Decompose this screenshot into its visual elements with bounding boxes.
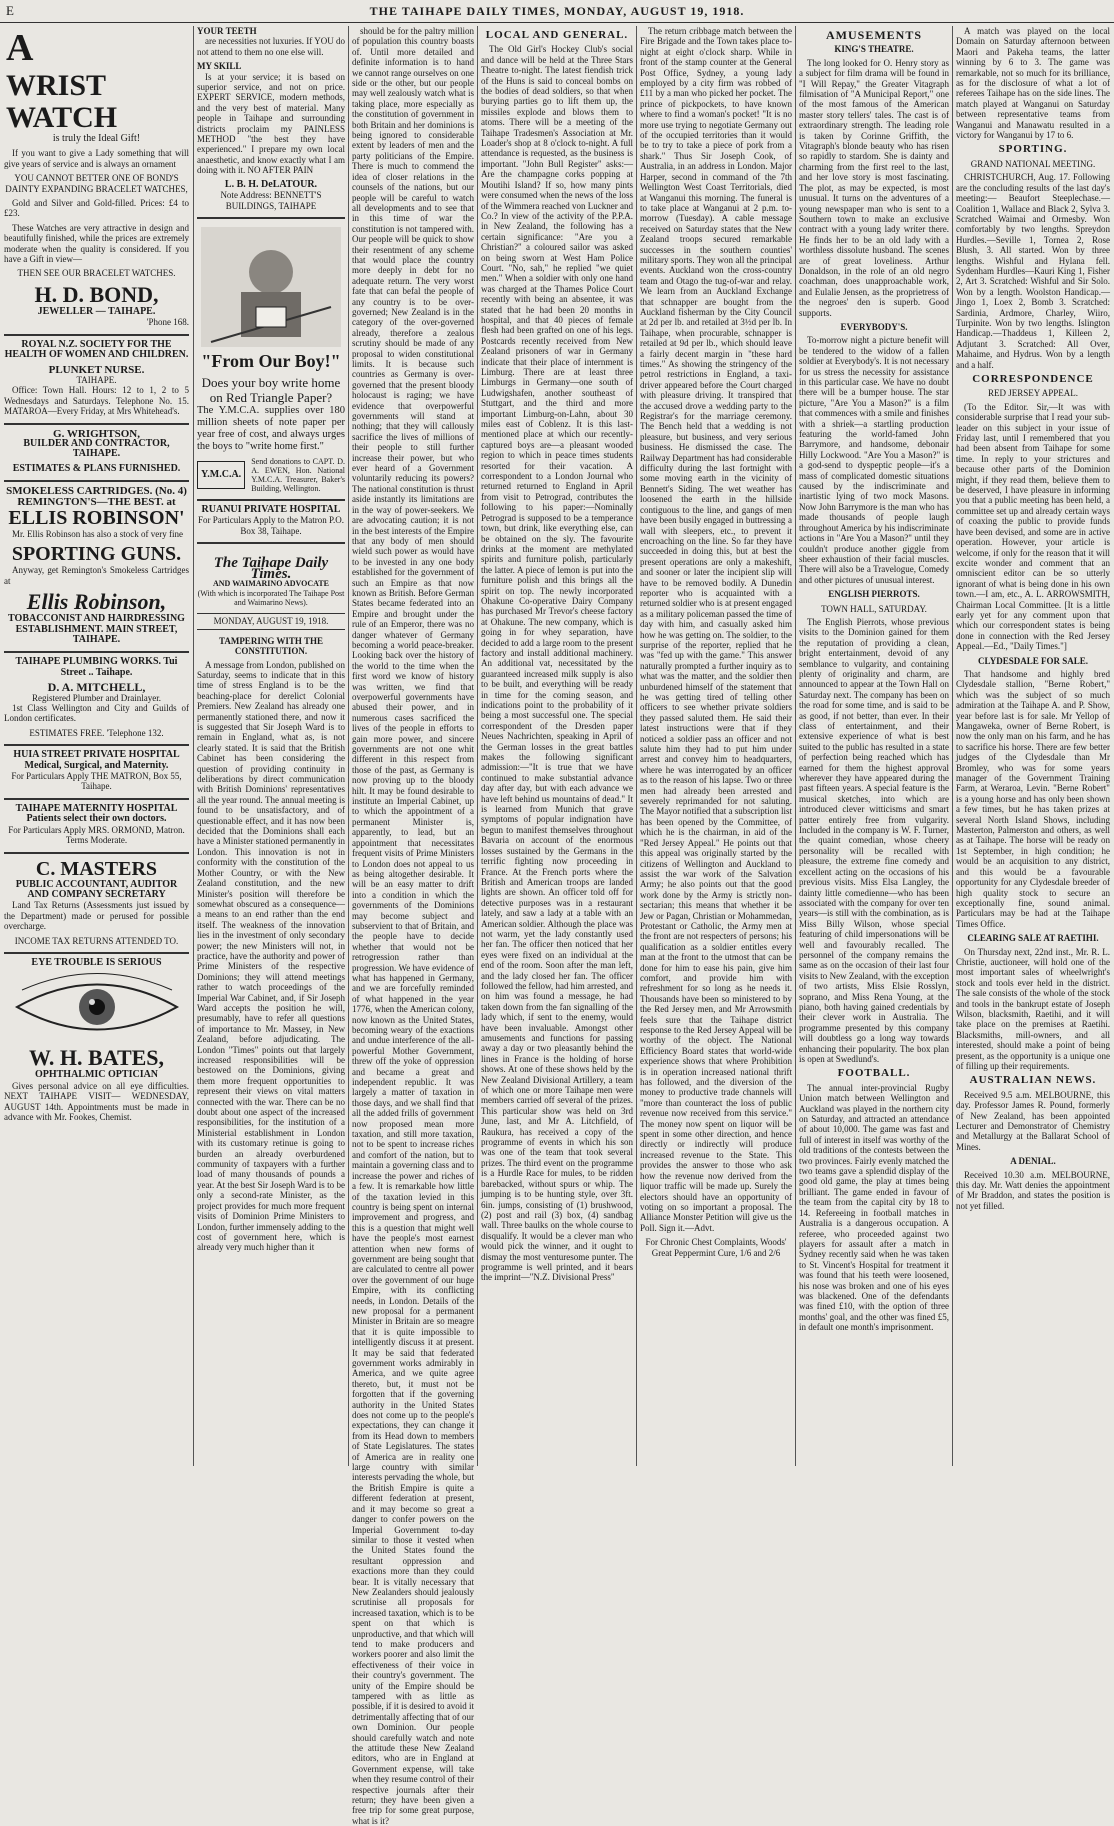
watch-ad-sub: is truly the Ideal Gift! bbox=[52, 133, 141, 144]
dentist-name: L. B. H. DeLATOUR. bbox=[224, 178, 318, 190]
skill-para: Is at your service; it is based on superior service, and not on price. EXPERT SERVICE, modern methods, and the very best of material. Many people in Taihape and surrounding districts proclaim my PAINLESS METHOD "the best they have experienced." I prepare my own local anaesthetic, and know exactly what I am doing with it. NO AFTER PAIN bbox=[197, 71, 345, 176]
column-editorial-continued bbox=[352, 26, 474, 1826]
masters-income: INCOME TAX RETURNS ATTENDED TO. bbox=[14, 935, 179, 946]
ymca-send: Send donations to CAPT. D. A. EWEN, Hon. National Y.M.C.A. Treasurer, Baker's Building, Wellington. bbox=[251, 456, 345, 493]
bates-para: Gives personal advice on all eye difficulties. NEXT TAIHAPE VISIT— WEDNESDAY, AUGUST 14th. Appointments must be made in advance with Mr. Fookes, Chemist. bbox=[4, 1080, 189, 1122]
column-rule bbox=[477, 26, 478, 1466]
plunket-town: TAIHAPE. bbox=[76, 374, 117, 385]
column-advertisements bbox=[4, 26, 189, 1466]
ellis-robinson-2: Ellis Robinson, bbox=[26, 589, 167, 615]
masters-para: Land Tax Returns (Assessments just issued by the Department) made or perused for possible overcharge. bbox=[4, 900, 189, 932]
column-rule bbox=[348, 26, 349, 1466]
ellis-robinson-line: TOBACCONIST AND HAIRDRESSING ESTABLISHMENT. MAIN STREET, TAIHAPE. bbox=[8, 613, 185, 645]
everybodys-heading: EVERYBODY'S. bbox=[840, 321, 908, 332]
huia-heading: HUIA STREET PRIVATE HOSPITAL Medical, Surgical, and Maternity. bbox=[13, 749, 180, 771]
mitchell-estimates: ESTIMATES FREE. 'Telephone 132. bbox=[29, 727, 164, 738]
kings-para: The long looked for O. Henry story as a subject for film drama will be found in "I Will Repay," the Greater Vitagraph filmisation of "A Municipal Report," one of the most famous of the American master story tellers' tales. The cast is of extraordinary strength. The leading role is taken by Corinne Griffith, the Vitagraph's blonde beauty who has risen so rapidly to stardom. She is dainty and charming from the first reel to the last, and her love story is most fascinating. The plot, as may be expected, is most unusual. It turns on the adventures of a young newspaper man who is sent to a Southern town to make an exclusive contract with a young lady writer there. He finds her to be an old lady with a worthless dissolute husband. The scenes are of great loveliness. Arthur Donaldson, in the role of an old negro coachman, does unapproachable work, and Eulalie Jensen, as the proprietress of the negroes' den is superb. Good supports. bbox=[799, 57, 949, 318]
correspondence-sub: RED JERSEY APPEAL. bbox=[988, 388, 1078, 399]
leader-para: A message from London, published on Saturday, seems to indicate that in this time of stress England is to be the beaching-place for derelict Colonial Premiers. New Zealand has already one permanently stationed there, and now it is suggested that Sir Joseph Ward is to remain in England, what as, is not clearly stated. It is said that the British Cabinet has been considering the question of providing continuity in deliberations by direct communication with British Dominions' representatives all the year round. The annual meeting is found to be unsatisfactory, and of questionable effect, and it has now been decided that the Dominions shall each have a Minister stationed permanently in London. This innovation is not in conformity with the constitution of the Mother Country, or with the New Zealand constitution, and the new Minister's position will therefore be somewhat obscured as a consequence—a means to an end rather than the end itself. The weakness of the innovation lies in the investment of only secondary power; the new Ministers will not, in practice, have the authority and power of Prime Ministers of the respective Dominions; they will attend meetings rather to watch proceedings of the Imperial War Cabinet, and, if Sir Joseph Ward accepts the position he will, presumably, have to refer all questions of importance to Mr. Massey, in New Zealand, before adjudicating. The London "Times" points out that largely increased responsibilities will be bestowed on the Dominions, giving them more frequent opportunities to represent their views on vital matters connected with the war. There can be no doubt about one aspect of the increased responsibilities, for the institution of a Ministerial establishment in London with its customary retinue is going to burden an already overburdened community of taxpayers with a further load of many thousands of pounds a year. At the best Sir Joseph Ward is to be only a second-rate Minister, as the project provides for much more frequent visits of Dominion Prime Ministers to London, further immensely adding to the cost of government here, which is already very much higher than it bbox=[197, 659, 345, 1253]
masters-line: PUBLIC ACCOUNTANT, AUDITOR AND COMPANY SECRETARY bbox=[15, 878, 178, 900]
australian-para: Received 9.5 a.m. MELBOURNE, this day. Professor James R. Pound, formerly of New Zealand, has been appointed Lecturer and Demonstrator of Chemistry and Metallurgy at the Ballarat School of Mines. bbox=[956, 1089, 1110, 1152]
paper-masthead-note: (With which is incorporated The Taihape Post and Waimarino News). bbox=[197, 589, 345, 608]
watch-ad-p5: THEN SEE OUR BRACELET WATCHES. bbox=[17, 268, 176, 279]
maternity-para: For Particulars Apply MRS. ORMOND, Matron. Terms Moderate. bbox=[8, 824, 185, 846]
masthead-header: THE TAIHAPE DAILY TIMES, MONDAY, AUGUST 19, 1918. bbox=[369, 4, 745, 18]
denial-para: Received 10.30 a.m. MELBOURNE, this day. Mr. Watt denies the appointment of Mr Braddon, and states the position is not yet filled. bbox=[956, 1169, 1110, 1211]
football-para: The annual inter-provincial Rugby Union match between Wellington and Auckland was played in the northern city on Saturday, and attracted an attendance of about 10,000. The game was fast and full of interest in itself was worthy of the old traditions of the contests between the two provinces. Fairly evenly matched the two teams gave a splendid display of the good old game, the play at times being brilliant. The game ended in favour of the team from the capital city by 18 to 14. Refereeing in football matches in Australia is a dangerous occupation. A referee, who proceeded against two players for assault after a match in Sydney recently said when he was taken to St. Vincent's Hospital for treatment it was found that his teeth were loosened, his nose was broken and one of his eyes was blackened. One of the defendants was fined £10, with the option of three months' goal, and the other was fined £5, in default one month's imprisonment. bbox=[799, 1082, 949, 1333]
pierrots-heading: ENGLISH PIERROTS. bbox=[828, 589, 920, 600]
ellis-robinson-1: ELLIS ROBINSON' bbox=[8, 506, 185, 529]
bond-name: H. D. BOND, bbox=[34, 281, 159, 307]
editorial-continued-text: should be for the paltry million of population this country boasts of. Until more detailed and definite information is to hand we cannot range ourselves on one side or the other, but our people may well zealously watch what is taking place, more especially as the constitution of government in both Britain and her dominions is being ignored to considerable extent by leaders of men and the party politicians of the Empire. There is much to commend the idea of closer relations in the counsels of the nations, but our people will be careful to watch all developments and to see that in this time of war the constitution is not tampered with. Our people will be quick to show their resentment of any scheme that would place the country more deeply in debt for no adequate return. The very worst fate that can befal the people of any country is to be over-governed; New Zealand is in the category of the over-governed already, therefore a zealous scrutiny should be made of any proposal to widen constitutional limits. It is because such countries as Germany is over-governed that the present bloody holocaust is raging; we have evidence that overpowerful governments will stand at nothing; that they will callously sacrifice the lives of millions of their people to still further increase their power, but who ever heard of a Government voluntarily reducing its powers? The national constitution is thrust aside instantly its limitations are in the way of power-seekers. We are advocating caution; it is not in the best interests of the Empire that any body of men should wield such power as would have to be invested in any one body established for the government of such an Empire as that now known as British. Before German States became federated into an Empire and brought under the rule of an Emperor, there was no danger whatever of Germany becoming a world peace-breaker. Looking back over the history of the world to the time when the first word we know of history was written, we find that overpowerful governments have abused their power, and in numerous cases sacrificed the lives of the people in efforts to gain more power, and sincere governments are not one whit different in this respect from those of the past, as Germany is now proving up to the bloody hilt. It may be found desirable to institute an Imperial Cabinet, up to which the appointment of a permanent Minister is, apparently, to lead, but an appointment that necessitates frequent visits of Prime Ministers to London does not appeal to us as being altogether desirable. It will be an easy matter to drift into a condition in which the governments of the Dominions may become subject and subservient to that of Britain, and the people have to decide whether that would not be retrogression rather than progression. We have evidence of what has happened in Germany, and we are forcefully reminded of what happened in the year 1776, when the American colony, now known as the United States, becoming weary of the exactions and undue interference of the all-powerful Mother Government, threw off the yoke of oppression and became a great and independent republic. It was largely a matter of taxation in those days, and we shall find that all the added frills of government now proposed mean more taxation, and still more taxation, not to be spent to increase riches and comfort of the nation, but to maintain a governing class and to increase the power and riches of a few. It is remarkable how little of the taxation levied in this country is being spent on internal improvement and progress, and this is a question that might well have the people's most earnest attention when new forms of government are being sought that are calculated to centre all power over the government of our huge Empire, with its conflicting needs, in London. Details of the new proposal for a permanent Minister in Britain are so meagre that it is quite impossible to intelligently discuss it at present. It may be said that federated government works admirably in America, and we quite agree thereto, but, it must not be forgotten that if the governing authority in the United States does not come up to the people's expectations, they can change it from its Head down to members of State Legislatures. The states of America are in reality one large country with similar interests pervading the whole, but the British Empire is quite a different federation at present, and it may become so great a danger to confer powers on the Imperial Government to-day similar to those it vested when the United States found the resultant oppression and exactions more than they could bear. It is vitally necessary that New Zealanders should jealously scrutinise all proposals for increased taxation, which is to be spent on that which is unproductive, and that which will tend to make producers and workers poorer and also limit the effectiveness of their voice in their country's government. The unity of the Empire should be tampered with as little as possible, if it is desired to avoid it detrimentally affecting that of our own Dominion. Our people should carefully watch and note the attitude these New Zealand editors, who are in England at Government expense, will take when they resume control of their respective journals after their return; they have been given a free trip for some great purpose, what is it? bbox=[352, 26, 474, 1826]
plunket-body: Office: Town Hall. Hours: 12 to 1, 2 to 5 Wednesdays and Saturdays. Telephone No. 15. MATAROA—Every Friday, at Mrs Whitehead's. bbox=[4, 385, 189, 417]
column-rule bbox=[795, 26, 796, 1466]
hockey-para: A match was played on the local Domain on Saturday afternoon between Maori and Pakeha teams, the latter winning by 6 to 3. The game was remarkable, not so much for its brilliance, as for the disclosure of what a lot of referees Taihape has on the side lines. The match played at Wanganui on Saturday between representative teams from Wanganui and Manawatu resulted in a victory for Wanganui by 17 to 6. bbox=[956, 26, 1110, 141]
eye-icon bbox=[12, 972, 182, 1042]
ymca-badge: Y.M.C.A. bbox=[197, 461, 245, 489]
column-local-general bbox=[481, 26, 633, 1466]
ruanui-para: For Particulars Apply to the Matron P.O. Box 38, Taihape. bbox=[198, 515, 344, 536]
football-heading: FOOTBALL. bbox=[837, 1067, 911, 1080]
leader-heading: TAMPERING WITH THE CONSTITUTION. bbox=[218, 635, 324, 657]
local-news-text: The return cribbage match between the Fire Brigade and the Town takes place to-night at eight o'clock sharp. While in front of the stamp counter at the General Post Office, Sydney, a young lady employed by a city firm was robbed of £11 by a man who picked her pocket. The prince of pickpockets, to have known where to find a woman's pocket! "It is no more use trying to negotiate Germany out of the occupied territories than it would be to try to take a piece of pork from a shark." Thus Sir Joseph Cook, of Australia, in an address in London. Major Harper, second in command of the 7th Wellington West Coast Territorials, died at Wanganui this morning. The funeral is to take place at Wanganui at 2 p.m. to-morrow (Tuesday). A cable message received on Saturday states that the New Zealand troops secured remarkable successes in the southern counties' military sports. They won all the principal events. Auckland won the cross-country team and Otago the tug-of-war and relay. We learn from an Auckland Exchange that schnapper are bought from the Auckland fisherman by the City Council at 2d per lb. and retailed at 3½d per lb. In Taihape, when procurable, schnapper is retailed at 9d per lb., which should leave a fairly decent margin in "these hard times." As showing the stringency of the petrol restrictions in England, a taxi-driver appeared before the Court charged with pleasure driving. It transpired that the accused drove a wedding party to the Registrar's for the marriage ceremony. The Bench held that a wedding is not pleasure, but business, and very serious business. He dismissed the case. The Railway Department has had considerable difficulty during the last fortnight with some moving earth in the vicinity of Bennett's Siding. The wet weather has loosened the earth in the hillside contiguous to the line, and gangs of men have been busily engaged in buttressing a wall with sleepers, etc., to prevent it encroaching on the line. So far they have succeeded in doing this, but at best the present operations are only a makeshift, and sooner or later the incipient slip will have to be removed bodily. A Dunedin reporter who is acquainted with a returned soldier who is at present engaged as a military policeman passed the time of day with him, and casually asked him how he was getting on. The soldier, to the surprise of the reporter, replied that he was "fed up with the game." This answer naturally prompted a further inquiry as to what was the matter, and the soldier then unburdened himself of the statement that he was getting tired of telling other officers to see whether private soldiers they passed saluted them. He said their latest instructions were that if they noticed a soldier pass an officer and not salute him they had to put him under arrest and convey him to headquarters, where he was interrogated by an officer as to the reason of his lapse. Two or three men had already been arrested and severely reprimanded for not saluting. The Mayor notified that a subscription list has been opened by the Committee, of which he is the chairman, in aid of the "Red Jersey Appeal." He points out that this appeal was originally started by the citizens of Wellington and Auckland to assist the war work of the Salvation Army; he also points out that the good work done by the Army is strictly non-sectarian; this means that whether it be Jew or Pagan, Christian or Mohammedan, Protestant or Catholic, the Army men at the front are not respecters of persons; his qualification as a soldier entitles every man at the front to the utmost that can be done for him to ease his pain, give him comfort, and provide him with refreshment for so long as he needs it. Thousands have been so ministered to by the Red Jersey men, and Mr Arrowsmith feels sure that the Taihape district response to the Red Jersey Appeal will be worthy of the object. The National Efficiency Board states that world-wide experience shows that where Prohibition is in operation increased national thrift has followed, and the diversion of the money to productive trade channels will "more than counteract the loss of public revenue now received from this service." The money now spent on liquor will be spent in some other direction, and hence directly or indirectly will produce increased revenue to the State. This provides the answer to those who ask how the revenue now derived from the liquor traffic will be made up. Surely the electors should have an opportunity of voting on so important a proposal. The Alliance Monster Petition will give us the Poll. Sign it.—Advt. bbox=[640, 26, 792, 1233]
plunket-heading: ROYAL N.Z. SOCIETY FOR THE HEALTH OF WOMEN AND CHILDREN. bbox=[4, 338, 189, 361]
clearing-heading: CLEARING SALE AT RAETIHI. bbox=[967, 933, 1099, 944]
column-rule bbox=[193, 26, 194, 1466]
smokeless-heading: SMOKELESS CARTRIDGES. (No. 4) bbox=[6, 485, 187, 498]
masters-name: C. MASTERS bbox=[35, 857, 158, 880]
paper-masthead-sub: AND WAIMARINO ADVOCATE bbox=[213, 578, 329, 588]
column-amusements bbox=[799, 26, 949, 1466]
denial-heading: A DENIAL. bbox=[1010, 1156, 1056, 1167]
clydesdale-heading: CLYDESDALE FOR SALE. bbox=[978, 655, 1088, 666]
column-editorial bbox=[197, 26, 345, 1466]
paper-date: MONDAY, AUGUST 19, 1918. bbox=[197, 613, 345, 629]
teeth-para: are necessities not luxuries. If YOU do not attend to them no one else will. bbox=[197, 36, 345, 57]
paper-masthead: The Taihape Daily Times. bbox=[213, 555, 329, 582]
watch-ad-p2: YOU CANNOT BETTER ONE OF BOND'S DAINTY EXPANDING BRACELET WATCHES, bbox=[5, 173, 188, 194]
masthead-corner: E bbox=[6, 3, 14, 18]
sporting-para: CHRISTCHURCH, Aug. 17. Following are the concluding results of the last day's meeting:— Beaufort Steeplechase.—Coalition 1, Wallace and Black 2, Sylva 3. Scratched Waimai and Ormesby. Won comfortably by two lengths. Spreydon Hurdles.—Seville 1, Tornea 2, Rose Blush, 3. All started. Won by three lengths. Wishful and Hylana fell. Sydenham Hurdles—Kauri King 1, Fisher 2, Art 3. Scratched: Wishful and Sir Solo. Won by a length. Woolston Handicap.—Jingo 1, Loex 2, Bomb 3. Scratched: Sardinia, Ardmore, Charley, Wiiro, Turpinite. Won by two lengths. Islington Handicap.—Thaddeus 1, Killeen 2, Adjutant 3. Scratched: All Over, Mahaime, and Hydrus. Won by a length and a half. bbox=[956, 172, 1110, 370]
column-local-news bbox=[640, 26, 792, 1466]
guns-para: Anyway, get Remington's Smokeless Cartridges at bbox=[4, 565, 189, 586]
ymca-body: The Y.M.C.A. supplies over 180 million sheets of note paper per year free of cost, and always urges the boys to "write home first." bbox=[197, 404, 345, 452]
watch-ad-p4: These Watches are very attractive in design and beautifully finished, while the prices are extremely moderate when the quality is considered. If you have a Gift in view— bbox=[4, 222, 189, 265]
huia-para: For Particulars Apply THE MATRON, Box 55, Taihape. bbox=[11, 771, 182, 792]
maternity-heading: TAIHAPE MATERNITY HOSPITAL Patients select their own doctors. bbox=[15, 802, 178, 825]
smokeless-line: REMINGTON'S—THE BEST. at bbox=[17, 495, 176, 508]
sporting-heading: SPORTING. bbox=[998, 143, 1068, 156]
mitchell-name: D. A. MITCHELL, bbox=[47, 680, 146, 695]
kings-heading: KING'S THEATRE. bbox=[834, 44, 914, 55]
newspaper-masthead bbox=[0, 0, 1114, 23]
bates-name: W. H. BATES, bbox=[28, 1045, 165, 1071]
column-sporting bbox=[956, 26, 1110, 1466]
wrighton-line: BUILDER AND CONTRACTOR, TAIHAPE. bbox=[23, 437, 170, 460]
pierrots-sub: TOWN HALL, SATURDAY. bbox=[821, 603, 927, 614]
sporting-guns: SPORTING GUNS. bbox=[11, 543, 182, 566]
wrighton-name: G. WRIGHTSON, bbox=[53, 427, 140, 440]
wrighton-estimates: ESTIMATES & PLANS FURNISHED. bbox=[12, 462, 181, 474]
ymca-illustration-icon bbox=[201, 227, 341, 347]
amusements-heading: AMUSEMENTS bbox=[825, 28, 922, 42]
mitchell-para: 1st Class Wellington and City and Guilds of London certificates. bbox=[4, 703, 189, 724]
clearing-para: On Thursday next, 22nd inst., Mr. R. L. Christie, auctioneer, will hold one of the most important sales of wheelwright's stock and tools ever held in the district. The sale consists of the whole of the stock and tools in the bankrupt estate of Joseph Wilson, blacksmith, Raetihi, and it will take place on the premises at Raetihi. Blacksmiths, mill-owners, and all interested, should make a point of being present, as the opportunity is a unique one of filling up their requirements. bbox=[956, 946, 1110, 1071]
watch-ad-title: WRIST WATCH bbox=[6, 69, 118, 134]
everybodys-para: To-morrow night a picture benefit will be tendered to the widow of a fallen soldier at Everybody's. It is not necessary for us stress the necessity for assistance in this particular case. We have no doubt there will be a bumper house. The star picture, "Are You a Mason?" is a film that commences with a smile and finishes with a shriek—a startling production featuring the world-famed John Barrymore, and handsome, debonair Hilly Lockwood. "Are You a Mason?" is a god-send to dyspeptic people—it's a mass of complicated domestic situations caused by the indiscriminate and inartistic lying of two mock Masons. Now John Barrymore is the man who has made thousands of people laugh throughout America by his indiscriminate actions in "Are You a Mason?" until they couldn't produce another giggle from sheer exhaustion of their facial muscles. There will also be a Travelogue, Comedy and other pictures of unusual interest. bbox=[799, 335, 949, 585]
ymca-quote: "From Our Boy!" bbox=[201, 350, 341, 371]
plunket-name: PLUNKET NURSE. bbox=[48, 363, 145, 376]
bates-line: OPHTHALMIC OPTICIAN bbox=[34, 1069, 159, 1081]
chest-cure-ad: For Chronic Chest Complaints, Woods' Great Peppermint Cure, 1/6 and 2/6 bbox=[645, 1237, 787, 1258]
australian-heading: AUSTRALIAN NEWS. bbox=[969, 1074, 1097, 1087]
sporting-sub: GRAND NATIONAL MEETING. bbox=[970, 158, 1096, 169]
mitchell-line: Registered Plumber and Drainlayer. bbox=[32, 692, 161, 703]
column-rule bbox=[636, 26, 637, 1466]
column-rule bbox=[952, 26, 953, 1466]
eye-heading: EYE TROUBLE IS SERIOUS bbox=[31, 956, 162, 968]
ruanui-heading: RUANUI PRIVATE HOSPITAL bbox=[201, 503, 341, 515]
bond-line: JEWELLER — TAIHAPE. bbox=[37, 305, 156, 317]
correspondence-heading: CORRESPONDENCE bbox=[972, 373, 1094, 385]
skill-heading: MY SKILL bbox=[197, 61, 242, 72]
watch-ad-a: A bbox=[6, 27, 34, 69]
correspondence-para: (To the Editor. Sir,—It was with considerable surprise that I read your sub-leader on this subject in your issue of Friday last, until I remembered that you had been absent from Taihape for some time. In reply to your strictures and because other parts of the Dominion might, if they read them, believe them to be deserved, I have pleasure in informing you that a public meeting has been held, a committee set up and already certain ways of coaxing the public to provide funds have been devised, and some are in active operation. However, your article is welcome, if only for the reason that it will excite wonder and comment that an omniscient editor can be so utterly ignorant of what is being done in his own town.—I am, etc., A. L. ARROWSMITH, Chairman Local Committee. [It is a little early yet for any comment upon that which our correspondent states is being done in connection with the Red Jersey Appeal.—Ed., "Daily Times."] bbox=[956, 401, 1110, 652]
clydesdale-para: That handsome and highly bred Clydesdale stallion, "Berne Robert," which was the subject of so much admiration at the Taihape A. and P. Show, year before last is for sale. Mr Yellop of Mangaweka, owner of Berne Robert, is now the only man on his farm, and he has to sacrifice his horse. There are few better judges of the Clydesdale than Mr Bromley, who was for some years manager of the Government Training Farm, at Weraroa, Levin. "Berne Robert" is a young horse and has only been shown a few times, but he has taken prizes at several North Island Shows, including Masterton, Palmerston and others, as well as at Taihape. The horse will be ready on 1st September, in high condition; he would be an acquisition to any district, and this would be a favourable opportunity for any Clydesdale breeder of high quality stock to secure an exceptionally fine, sound animal. Particulars may be had at the Taihape Times Office. bbox=[956, 668, 1110, 929]
local-general-heading: LOCAL AND GENERAL. bbox=[485, 29, 629, 41]
pierrots-para: The English Pierrots, whose previous visits to the Dominion gained for them the reputation of providing a clean, bright entertainment, devoid of any semblance to vulgarity, and containing plenty of originality and charm, are announced to appear at the Town Hall on Saturday next. The company has been on the road for some time, and is said to be as good, if not better, than ever. In their class of entertainment, and their extensive experience of what is best suited to the public has resulted in a state of perfection being reached which has earned for them the highest approval wherever they have appeared during the past fifteen years. A special feature is the musical sketches, into which are introduced clever witticisms and smart patter entirely free from vulgarity. Included in the company is W. F. Turner, the quaint comedian, whose cheery personality will be recalled with pleasure, the extreme fine comedy and excellent acting on the occasions of his previous visits. Miss Elsa Langley, the dainty little comedienne—who has been associated with the company for over ten years—is still with the combination, as is Miss Billy Wilson, whose special featuring of child impersonations will be well and favourably recalled. The personnel of the company remains the same as on the occasion of their last four visits to New Zealand, with the exception of two artists, Miss Elsie Rosslyn, soprano, and Miss Rena Young, at the piano, both having gained credentials by their clever work in Australia. The programme presented by this company will doubtless go a long way towards enhancing their popularity. The box plan is open at Swedlund's. bbox=[799, 616, 949, 1064]
ellis-para: Mr. Ellis Robinson has also a stock of very fine bbox=[12, 528, 183, 539]
watch-ad-p1: If you want to give a Lady something that will give years of service and is always an ornament bbox=[4, 148, 189, 169]
plumbing-heading: TAIHAPE PLUMBING WORKS. Tui Street .. Taihape. bbox=[15, 656, 178, 678]
local-general-text: The Old Girl's Hockey Club's social and dance will be held at the Three Stars Theatre to-night. The latest fiendish trick of the Huns is said to conceal bombs on the bodies of dead soldiers, so that when burying parties go to lift them up, the missiles explode and blows them to atoms. There will be a meeting of the Taihape Tradesmen's Association at Mr. Loader's shop at 8 o'clock to-night. A full attendance is requested, as the business is important. "John Bull Register" asks:—Are the champagne corks popping at Moutihi Island? If so, how many pints were consumed when the news of the loss of the Wimmera reached von Luckner and Co.? In view of the activity of the P.P.A. in New Zealand, the following has a certain significance: "Are you a Christian?" a coloured sailor was asked on being sworn at West Ham Police Court. "No, sah," he replied "we quiet men." When a soldier with only one hand was charged at the Thames Police Court recently with being an absentee, it was stated that he had been 20 months in hospital, and that 40 pieces of female flesh had been grafted on one of his legs. Postcards recently received from New Zealand prisoners of war in Germany indicate that their place of internment is Limburg. There are at least three Limburgs in Germany—one south of Ludwigshafen, another southeast of Stuttgart, and the third and more important Limburg-on-Lahn, about 30 miles east of Coblenz. It is this last-mentioned place at which our recently-captured boys are—a pleasant wooded region to which in peace times students resorted for their vacation. A correspondent to a London Journal who returned returned to England in April from visit to Petrograd, contributes the following to his paper:—Nominally Petrograd is supposed to be a temperance town, but drink, like everything else, can be obtained on the sly. The favourite drinks at the moment are methylated spirits and furniture polish, particularly the latter. A piece of lemon is put into the furniture polish and this brings all the spirit on top. The newly incorporated Ohakune Co-operative Dairy Company has purchased Mr Trevor's cheese factory at Ohakune. The new company, which is going in for whey separation, have decided to add a large room to the present factory and install additional machinery. An additional vat, necessitated by the guaranteed increased milk supply is also to be built, and everything will be ready in time for the coming season, and indications point to the probability of it being a most successful one. The special correspondent of the Dresden paper Neues Nachrichten, speaking in April of the German losses in the great battles makes the following significant admission:—"It is true that we have continued to make substantial advance day after day, but with each advance we have left behind us mountains of dead." It is learned from Munich that grave symptoms of popular indignation have begun to manifest themselves throughout Bavaria on account of the enormous losses sustained by the Germans in the terrific fighting now proceeding in France. At the French ports where the British and American troops are landed lights are shown. An officer told off for detective purposes was in a restaurant lately, and saw a lady at a table with an American soldier. Although the place was not warm, yet the lady constantly used her fan. The officer then noticed that her eyes were fixed on an individual at the end of the room. Soon after the man left, and the lady closed her fan. The officer followed the fellow, had him arrested, and on him was found a message, he had taken down from the fan signalling of the lady which, if sent to the enemy, would have been invaluable. Amongst other amusements and functions for passing away a day or two pleasantly behind the lines in France is the holding of horse shows. At one of these shows held by the New Zealand Divisional Artillery, a team of which one or more Taihape men were members carried off several of the prizes. This particular show was held on 3rd June, last, and Mr A. Litchfield, of Raukura, has received a copy of the programme of events in which his son was one of the team that took several prizes. The third event on the programme is a Hurdle Race for mules, to be ridden barebacked, without spurs or whip. The jumping is to be hunting style, over 3ft. 6in. jumps, consisting of (1) brushwood, (2) post and rail (3) box, (4) sandbag wall. Three baulks on the whole course to disqualify. It would be a clever man who would pick the winner, and it ought to dismay the most venturesome punter. The programme is well printed, and it bears the imprint—"N.Z. Divisional Press" bbox=[481, 44, 633, 1283]
watch-ad-p3: Gold and Silver and Gold-filled. Prices: £4 to £23. bbox=[4, 198, 189, 219]
teeth-heading: YOUR TEETH bbox=[197, 26, 257, 36]
dentist-address: Note Address: BENNETT'S BUILDINGS, TAIHAPE bbox=[220, 190, 322, 211]
ymca-question: Does your boy write home on Red Triangle Paper? bbox=[201, 374, 341, 405]
bond-phone: 'Phone 168. bbox=[146, 317, 189, 328]
